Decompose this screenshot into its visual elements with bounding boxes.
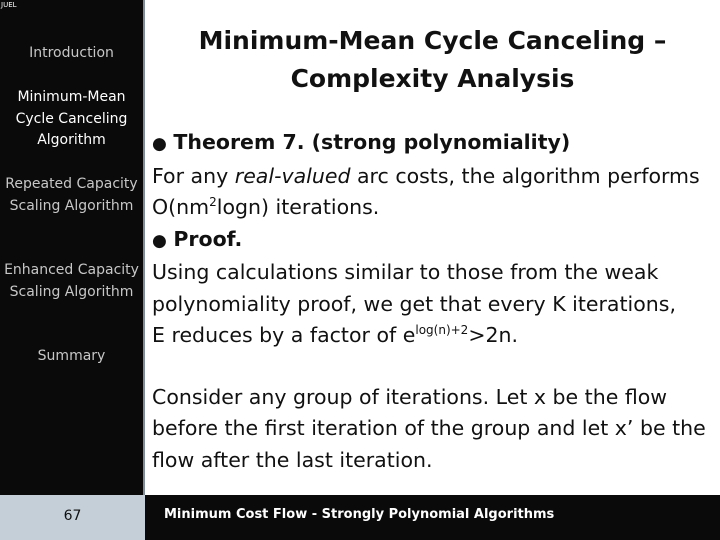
theorem-heading: Theorem 7. (strong polynomiality): [173, 130, 571, 154]
consider-paragraph: Consider any group of iterations. Let x be the flow before the first iteration of the group and let x’ be the flow after the last iteration.: [152, 384, 706, 472]
complexity-line: [152, 192, 718, 224]
theorem-statement: [152, 161, 718, 193]
nav-item-repeated-capacity-scaling[interactable]: Repeated Capacity Scaling Algorithm: [5, 176, 138, 214]
proof-line: [152, 224, 718, 258]
slide-title: Minimum-Mean Cycle Canceling – Complexity Analysis: [198, 26, 667, 93]
page-number-box: [0, 495, 145, 540]
statement-emphasis: real-valued: [234, 163, 351, 188]
proof-text-2: polynomiality proof, we get that every K iterations,: [152, 291, 676, 316]
proof-text-3: [152, 320, 718, 352]
statement-text: For any: [152, 163, 235, 188]
theorem-line: [152, 127, 718, 161]
complexity-exponent: 2: [209, 195, 217, 210]
sidebar-nav: [0, 0, 145, 495]
slide-body: [152, 127, 718, 476]
proof-text-3-start: E reduces by a factor of e: [152, 323, 416, 347]
nav-item-summary[interactable]: Summary: [37, 348, 106, 364]
statement-text-end: arc costs, the algorithm performs: [350, 163, 700, 188]
paragraph-gap: [152, 352, 718, 382]
bullet-icon: ●: [152, 134, 167, 154]
corner-mark: JUEL: [1, 1, 17, 9]
nav-item-introduction[interactable]: Introduction: [29, 45, 114, 61]
complexity-text: O(nm: [152, 195, 210, 219]
bullet-icon: ●: [152, 230, 167, 251]
complexity-text-end: logn) iterations.: [216, 195, 380, 219]
page-number: 67: [63, 508, 82, 524]
proof-text-3-end: >2n.: [468, 323, 519, 347]
footer-title: Minimum Cost Flow - Strongly Polynomial Algorithms: [164, 507, 555, 522]
proof-text-1: Using calculations similar to those from the weak: [152, 260, 659, 284]
proof-heading: Proof.: [173, 226, 243, 251]
proof-exponent: log(n)+2: [415, 323, 469, 338]
nav-item-enhanced-capacity-scaling[interactable]: Enhanced Capacity Scaling Algorithm: [4, 262, 139, 300]
nav-item-min-mean-cycle-canceling[interactable]: Minimum-Mean Cycle Canceling Algorithm: [15, 89, 128, 148]
footer-bar: [0, 495, 720, 540]
